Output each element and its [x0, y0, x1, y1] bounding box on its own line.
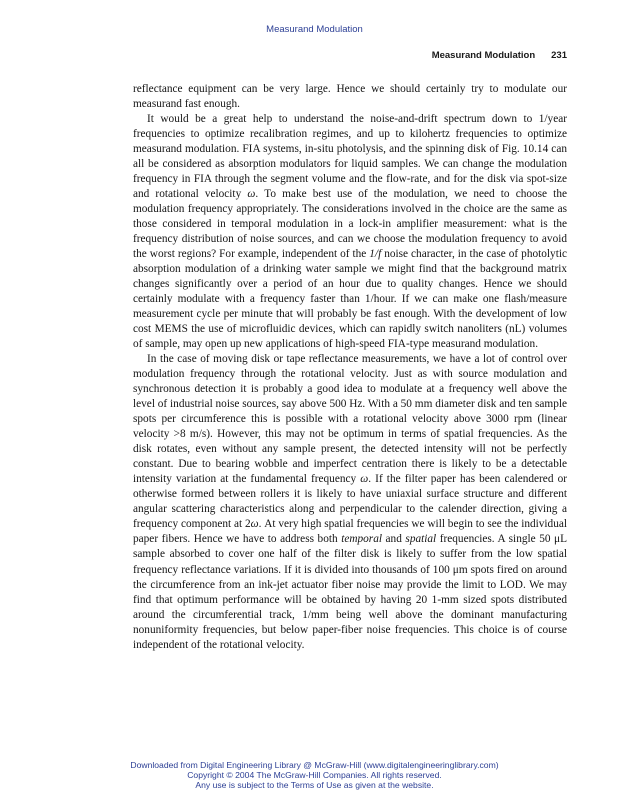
- one-over-f: 1/f: [369, 248, 382, 261]
- paragraph-2-text-b: . To make best use of the modulation, we need to choose the modulation frequency appropriately. The considerations involved in the choice are the same as those considered in temporal modulation in a lock-in amplifier measurement: what is the frequency distribution of noise sources, and can we choose the modulation frequency to avoid the worst regions? For example, independent of the: [133, 188, 567, 261]
- footer-copyright-line: Copyright © 2004 The McGraw-Hill Companies. All rights reserved.: [187, 770, 442, 781]
- running-head: [432, 50, 567, 61]
- footer-download-line[interactable]: Downloaded from Digital Engineering Library @ McGraw-Hill (www.digitalengineeringlibrary.com): [130, 760, 499, 770]
- header-link[interactable]: Measurand Modulation: [266, 24, 363, 35]
- omega-symbol: ω: [250, 518, 259, 531]
- paragraph-3-text-a: In the case of moving disk or tape reflectance measurements, we have a lot of control over modulation frequency through the rotational velocity. Just as with source modulation and synchronous detection it is probably a good idea to modulate at a frequency well above the level of industrial noise sources, say above 500 Hz. With a 50 mm diameter disk and ten sample spots per circumference this is possible with a rotational velocity above 3000 rpm (linear velocity >8 m/s). However, this may not be optimum in terms of spatial frequencies. As the disk rotates, even without any sample present, the detected intensity will not be perfectly constant. Due to bearing wobble and imperfect centration there is likely to be a detectable intensity variation at the fundamental frequency: [133, 353, 567, 486]
- paragraph-1: reflectance equipment can be very large. Hence we should certainly try to modulate our measurand fast enough.: [133, 83, 567, 111]
- page-number: 231: [551, 50, 567, 61]
- paragraph-2-text-a: It would be a great help to understand the noise-and-drift spectrum down to 1/year frequencies to optimize recalibration regimes, and up to kilohertz frequencies to optimize measurand modulation. FIA systems, in-situ photolysis, and the spinning disk of Fig. 10.14 can all be considered as absorption modulators for liquid samples. We can change the modulation frequency in FIA through the segment volume and the flow-rate, and for the disk via spot-size and rotational velocity: [133, 113, 567, 201]
- paragraph-3-text-c: . At very high spatial frequencies we will begin to see the individual paper fibers. Hence we have to address both: [133, 518, 568, 546]
- running-title: Measurand Modulation: [431, 50, 536, 61]
- footer: [0, 760, 629, 791]
- omega-symbol: ω: [360, 473, 369, 486]
- emphasis-temporal: temporal: [341, 533, 382, 546]
- paragraph-2-text-c: noise character, in the case of photolytic absorption modulation of a drinking water sample we might find that the background matrix changes significantly over a period of an hour due to quality changes. Hence we should certainly modulate with a frequency faster than 1/hour. If we can make one flash/measure measurement cycle per minute that will probably be fast enough. With the development of low cost MEMS the use of microfluidic devices, which can rapidly switch nanoliters (nL) volumes of sample, may open up new applications of high-speed FIA-type measurand modulation.: [133, 248, 567, 351]
- paragraph-3-and: and: [381, 533, 406, 546]
- paragraph-2: [133, 112, 567, 352]
- body-text: [133, 82, 567, 653]
- omega-symbol: ω: [247, 188, 256, 201]
- paragraph-3-text-d: frequencies. A single 50 μL sample absorbed to cover one half of the filter disk is likely to suffer from the low spatial frequency reflectance variations. If it is divided into thousands of 100 μm spots fired on around the circumference from an ink-jet actuator fiber noise may provide the limit to LOD. We may find that optimum performance will be obtained by having 20 1-mm sized spots distributed around the circumferential track, 1/mm being well above the dominant manufacturing nonuniformity frequencies, but below paper-fiber noise frequencies. This choice is of course independent of the rotational velocity.: [133, 533, 568, 651]
- paragraph-3-text-b: . If the filter paper has been calendered or otherwise formed between rollers it is likely to have uniaxial surface structure and different angular scattering characteristics along and perpendicular to the calender direction, giving a frequency component at 2: [133, 473, 567, 531]
- footer-terms-line[interactable]: Any use is subject to the Terms of Use as given at the website.: [195, 780, 434, 791]
- paragraph-3: [133, 352, 567, 652]
- emphasis-spatial: spatial: [405, 533, 437, 546]
